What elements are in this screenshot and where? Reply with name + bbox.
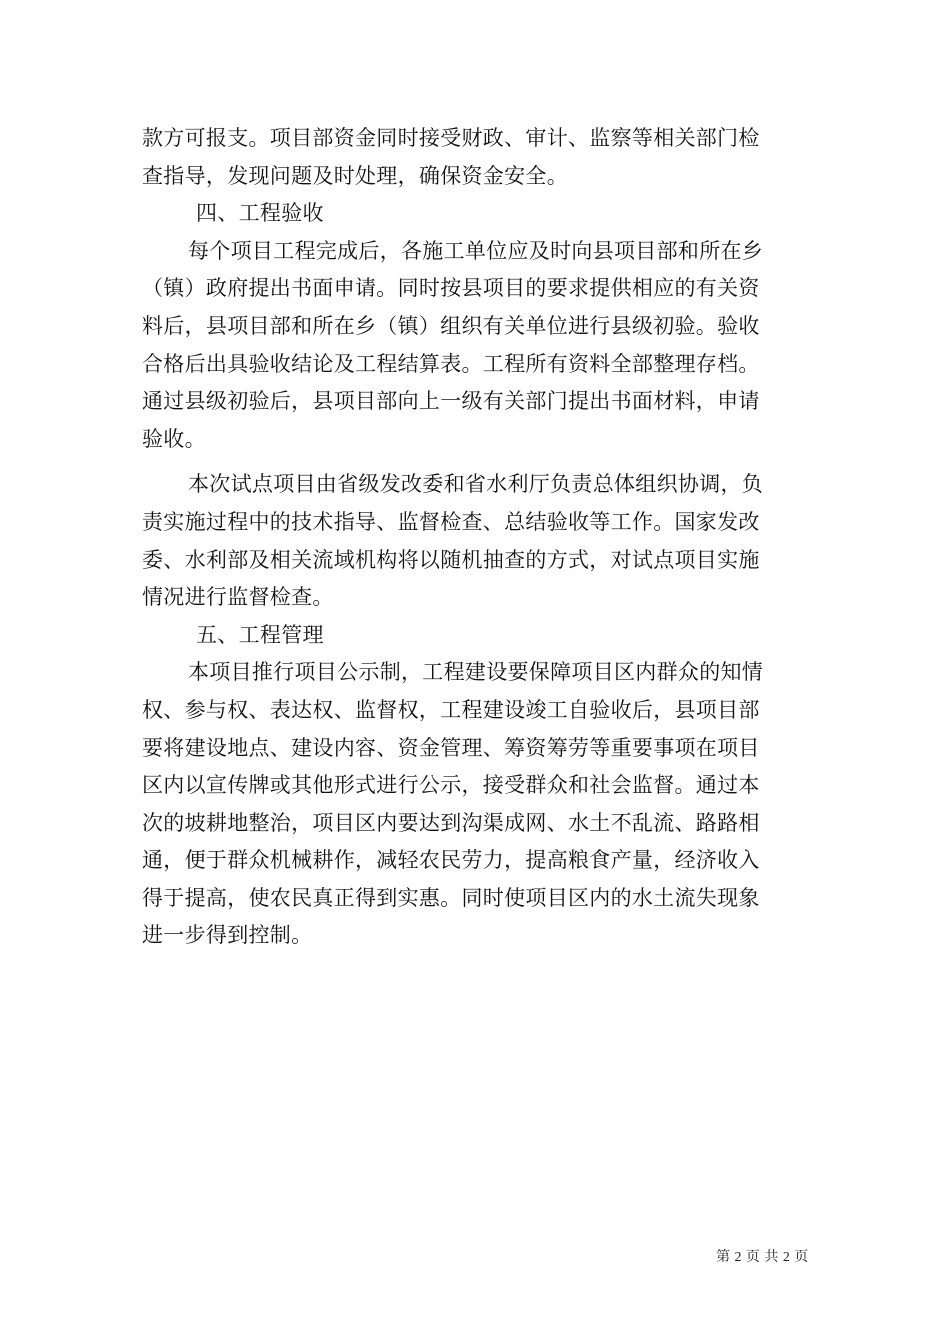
footer-middle: 页 共	[745, 1249, 779, 1265]
paragraph-line: （镇）政府提出书面申请。同时按县项目的要求提供相应的有关资	[142, 276, 760, 301]
paragraph-line: 责实施过程中的技术指导、监督检查、总结验收等工作。国家发改	[142, 509, 760, 534]
paragraph-line: 通过县级初验后，县项目部向上一级有关部门提出书面材料，申请	[142, 389, 760, 414]
document-body	[142, 120, 807, 955]
paragraph-line: 合格后出具验收结论及工程结算表。工程所有资料全部整理存档。	[142, 351, 760, 376]
paragraph-line: 得于提高，使农民真正得到实惠。同时使项目区内的水土流失现象	[142, 885, 760, 910]
paragraph-line: 情况进行监督检查。	[142, 585, 334, 610]
paragraph-line: 款方可报支。项目部资金同时接受财政、审计、监察等相关部门检	[142, 126, 760, 150]
section-heading-acceptance: 四、工程验收	[196, 201, 324, 226]
paragraph-line: 要将建设地点、建设内容、资金管理、筹资筹劳等重要事项在项目	[142, 735, 760, 760]
paragraph-line: 通，便于群众机械耕作，减轻农民劳力，提高粮食产量，经济收入	[142, 848, 760, 873]
paragraph-line: 查指导，发现问题及时处理，确保资金安全。	[142, 163, 568, 188]
paragraph-line: 次的坡耕地整治，项目区内要达到沟渠成网、水土不乱流、路路相	[142, 810, 760, 835]
footer-prefix: 第	[716, 1249, 730, 1265]
paragraph-line: 权、参与权、表达权、监督权，工程建设竣工自验收后，县项目部	[142, 697, 760, 722]
paragraph-line: 每个项目工程完成后，各施工单位应及时向县项目部和所在乡	[188, 238, 764, 263]
paragraph-pilot-coordination	[142, 466, 807, 616]
paragraph-spacer	[142, 458, 807, 466]
footer-suffix: 页	[794, 1249, 809, 1265]
paragraph-public-disclosure	[142, 654, 807, 955]
section-heading-management: 五、工程管理	[196, 622, 324, 647]
paragraph-line: 进一步得到控制。	[142, 923, 313, 948]
page-number-footer	[716, 1246, 808, 1266]
paragraph-fund-supervision	[142, 120, 807, 195]
paragraph-line: 本次试点项目由省级发改委和省水利厅负责总体组织协调，负	[188, 472, 764, 497]
total-pages-number: 2	[782, 1250, 790, 1265]
paragraph-line: 区内以宣传牌或其他形式进行公示，接受群众和社会监督。通过本	[142, 773, 760, 798]
paragraph-line: 委、水利部及相关流域机构将以随机抽查的方式，对试点项目实施	[142, 547, 760, 572]
paragraph-line: 验收。	[142, 426, 206, 451]
paragraph-acceptance-process	[142, 233, 807, 459]
current-page-number: 2	[734, 1250, 742, 1265]
paragraph-line: 本项目推行项目公示制，工程建设要保障项目区内群众的知情	[188, 660, 764, 685]
paragraph-line: 料后，县项目部和所在乡（镇）组织有关单位进行县级初验。验收	[142, 313, 760, 338]
